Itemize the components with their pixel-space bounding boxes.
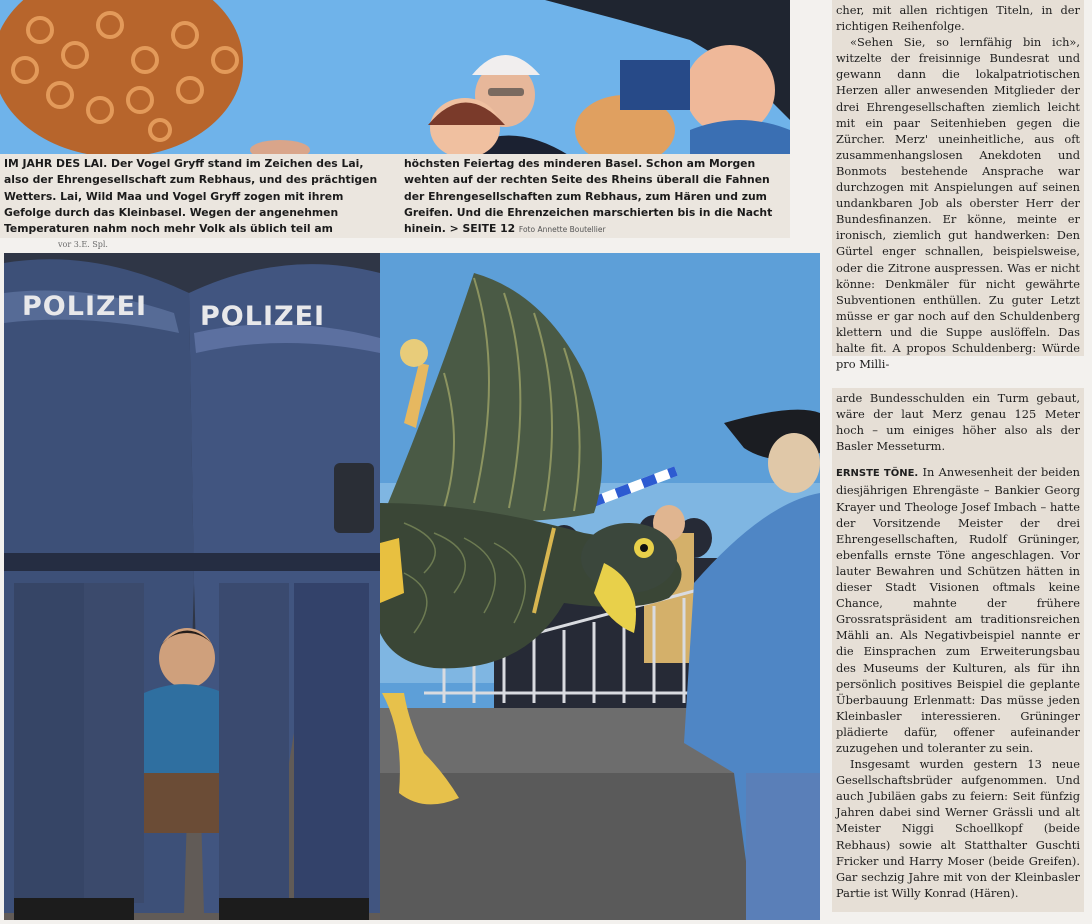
section-kicker: ERNSTE TÖNE.: [836, 468, 919, 480]
top-caption: [0, 154, 790, 238]
caption-page-ref: > SEITE 12: [449, 222, 516, 236]
vogel-gryff-photo: [4, 253, 820, 920]
article-column-top: [832, 0, 1084, 372]
column-bottom-intro: arde Bundesschulden ein Turm gebaut, wäre der laut Merz genau 125 Meter hoch – um einiges höher also als der Basler Messeturm.: [836, 391, 1080, 454]
caption-left: [4, 156, 388, 237]
column-top-p1: cher, mit allen richtigen Titeln, in der richtigen Reihenfolge.: [836, 3, 1080, 34]
main-photo: [4, 253, 820, 920]
column-top-p2: «Sehen Sie, so lernfähig bin ich», witzelte der freisinnige Bundesrat und gewann dann die lokalpatriotischen Herzen aller anwesenden Mitglieder der drei Ehrengesellschaften ziemlich leicht mit ein paar Seitenhieben gegen die Zürcher. Merz' uneinheitliche, aus oft zusammenhangslosen Anekdoten und Bonmots bestehende Ansprache war durchzogen mit Anspielungen auf seinen undankbaren Job als oberster Herr der Bundesfinanzen. Er könne, meinte er ironisch, ziemlich gut handwerken: Den Gürtel enger schnallen, beispielsweise, oder die Zitrone auspressen. Was er nicht könne: Denkmäler für nicht gewährte Subventionen enthüllen. Zu guter Letzt müsse er gar noch auf den Schuldenberg klettern und die Suppe auslöffeln. Das halte fit. A propos Schuldenberg: Würde pro Milli-: [836, 35, 1080, 372]
photo-credit: Foto Annette Boutellier: [518, 225, 606, 235]
column-bottom-para1-text: In Anwesenheit der beiden diesjährigen Ehrengäste – Bankier Georg Krayer und Theologe Josef Imbach – hatte der Vorsitzende Meister der drei Ehrengesellschaften, Rudolf Grüninger, ebenfalls ernste Töne angeschlagen. Vor lauter Bewahren und Schützen hätten in dieser Stadt Visionen oftmals keine Chance, mahnte der frühere Grossratspräsident am traditionsreichen Mähli an. Als Negativbeispiel nannte er die Einsprachen zum Erweiterungsbau des Museums der Kulturen, als für ihn persönlich positives Beispiel die geplante Überbauung Erlenmatt: Das müsse jeden Kleinbasler interessieren. Grüninger plädierte dafür, offener aufeinander zuzugehen und toleranter zu sein.: [836, 465, 1081, 755]
polizei-label-left: POLIZEI: [22, 291, 148, 322]
crowd-photo: [0, 0, 790, 156]
polizei-label-right: POLIZEI: [200, 301, 326, 332]
caption-right: [404, 156, 782, 238]
article-column-bottom: [832, 388, 1084, 912]
handwritten-note: vor 3.E. Spl.: [58, 240, 108, 249]
top-photo: [0, 0, 790, 156]
caption-left-text: Der Vogel Gryff stand im Zeichen des Lai, also der Ehrengesellschaft zum Rebhaus, und des prächtigen Wetters. Lai, Wild Maa und Vogel Gryff zogen mit ihrem Gefolge durch das Kleinbasel. Wegen der angenehmen Temperaturen nahm noch mehr Volk als üblich teil am: [4, 157, 378, 236]
caption-lead: IM JAHR DES LAI.: [4, 157, 108, 170]
column-bottom-para1: [836, 464, 1080, 756]
caption-right-text: höchsten Feiertag des minderen Basel. Schon am Morgen wehten auf der rechten Seite des Rheins überall die Fahnen der Ehrengesellschaften zum Rebhaus, zum Hären und zum Greifen. Und die Ehrenzeichen marschierten bis in die Nacht hinein.: [404, 157, 773, 236]
column-bottom-para2: Insgesamt wurden gestern 13 neue Gesellschaftsbrüder aufgenommen. Und auch Jubiläen gabs zu feiern: Seit fünfzig Jahren dabei sind Werner Grässli und alt Meister Niggi Schoellkopf (beide Rebhaus) sowie alt Statthalter Guschti Fricker und Harry Moser (beide Greifen). Gar sechzig Jahre mit von der Kleinbasler Partie ist Willy Konrad (Hären).: [836, 757, 1080, 900]
